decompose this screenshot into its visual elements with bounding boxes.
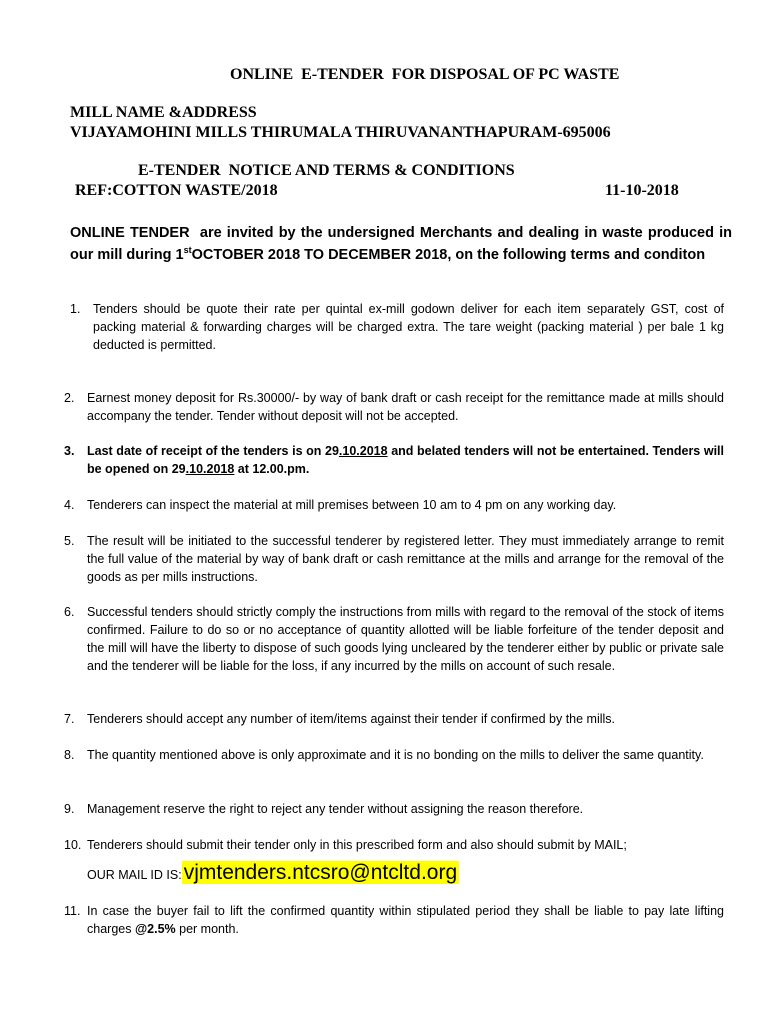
term-text: In case the buyer fail to lift the confirmed quantity within stipulated period they shall be liable to pay late lifting charges xyxy=(87,904,728,936)
notice-date: 11-10-2018 xyxy=(605,182,679,199)
late-charge-rate: @2.5% xyxy=(134,922,176,936)
term-text: per month. xyxy=(175,922,239,936)
term-item xyxy=(64,496,724,514)
intro-text-2: OCTOBER 2018 TO DECEMBER 2018, on the following terms and conditon xyxy=(191,247,706,263)
intro-superscript: st xyxy=(183,245,192,256)
term-number: 3. xyxy=(64,444,75,458)
term-number: 8. xyxy=(64,748,75,762)
term-text: Successful tenders should strictly comply the instructions from mills with regard to the removal of the stock of items confirmed. Failure to do so or no acceptance of quantity allotted will be liable forfeiture of the tender deposit and the mill will have the liberty to dispose of such goods lying uncleared by the tenderer either by public or private sale and the tenderer will be liable for the loss, if any incurred by the mills on account of such resale. xyxy=(87,605,724,673)
intro-text-1: ONLINE TENDER are invited by the undersigned Merchants and dealing in waste produced in our mill during 1 xyxy=(70,225,737,263)
term-item xyxy=(64,300,724,354)
intro-paragraph xyxy=(70,222,737,266)
term-text: The result will be initiated to the successful tenderer by registered letter. They must immediately arrange to remit the full value of the material by way of bank draft or cash remittance at the mills and arrange for the removal of the goods as per mills instructions. xyxy=(87,534,724,584)
term-number: 10. xyxy=(64,838,82,852)
mill-name-label: MILL NAME &ADDRESS xyxy=(70,104,257,121)
opening-date: .10.2018 xyxy=(185,462,235,476)
term-number: 2. xyxy=(64,391,75,405)
term-text: Management reserve the right to reject any tender without assigning the reason therefore. xyxy=(87,802,584,816)
term-item xyxy=(64,836,724,884)
term-text: Tenderers can inspect the material at mill premises between 10 am to 4 pm on any working day. xyxy=(87,498,617,512)
term-item xyxy=(64,603,724,675)
term-item xyxy=(64,800,724,818)
term-number: 1. xyxy=(70,302,81,316)
mill-address: VIJAYAMOHINI MILLS THIRUMALA THIRUVANANTHAPURAM-695006 xyxy=(70,124,611,141)
term-item xyxy=(64,442,724,478)
term-text: and belated tenders will not be entertained. Tenders will be opened on 29 xyxy=(87,444,724,476)
term-number: 9. xyxy=(64,802,75,816)
term-number: 7. xyxy=(64,712,75,726)
reference-number: REF:COTTON WASTE/2018 xyxy=(75,182,278,199)
email-address: vjmtenders.ntcsro@ntcltd.org xyxy=(183,861,458,884)
term-item xyxy=(64,746,724,764)
term-number: 5. xyxy=(64,534,75,548)
term-item xyxy=(64,710,724,728)
term-text: Last date of receipt of the tenders is on 29 xyxy=(87,444,339,458)
term-text: at 12.00.pm. xyxy=(234,462,310,476)
term-text: Earnest money deposit for Rs.30000/- by way of bank draft or cash receipt for the remittance made at mills should accompany the tender. Tender without deposit will not be accepted. xyxy=(87,391,724,423)
notice-heading: E-TENDER NOTICE AND TERMS & CONDITIONS xyxy=(138,162,515,179)
term-text: The quantity mentioned above is only approximate and it is no bonding on the mills to deliver the same quantity. xyxy=(87,748,704,762)
term-number: 11. xyxy=(64,904,81,918)
document-title: ONLINE E-TENDER FOR DISPOSAL OF PC WASTE xyxy=(230,66,620,83)
term-text: Tenderers should submit their tender only in this prescribed form and also should submit by MAIL; xyxy=(87,838,627,852)
term-item xyxy=(64,902,728,938)
mail-label: OUR MAIL ID IS: xyxy=(87,868,182,882)
term-item xyxy=(64,389,724,425)
deadline-date: .10.2018 xyxy=(338,444,388,458)
term-number: 4. xyxy=(64,498,75,512)
term-text: Tenderers should accept any number of item/items against their tender if confirmed by the mills. xyxy=(87,712,616,726)
term-item xyxy=(64,532,724,586)
term-number: 6. xyxy=(64,605,75,619)
term-text: Tenders should be quote their rate per quintal ex-mill godown deliver for each item separately GST, cost of packing material & forwarding charges will be charged extra. The tare weight (packing material ) per bale 1 kg deducted is permitted. xyxy=(93,302,724,352)
